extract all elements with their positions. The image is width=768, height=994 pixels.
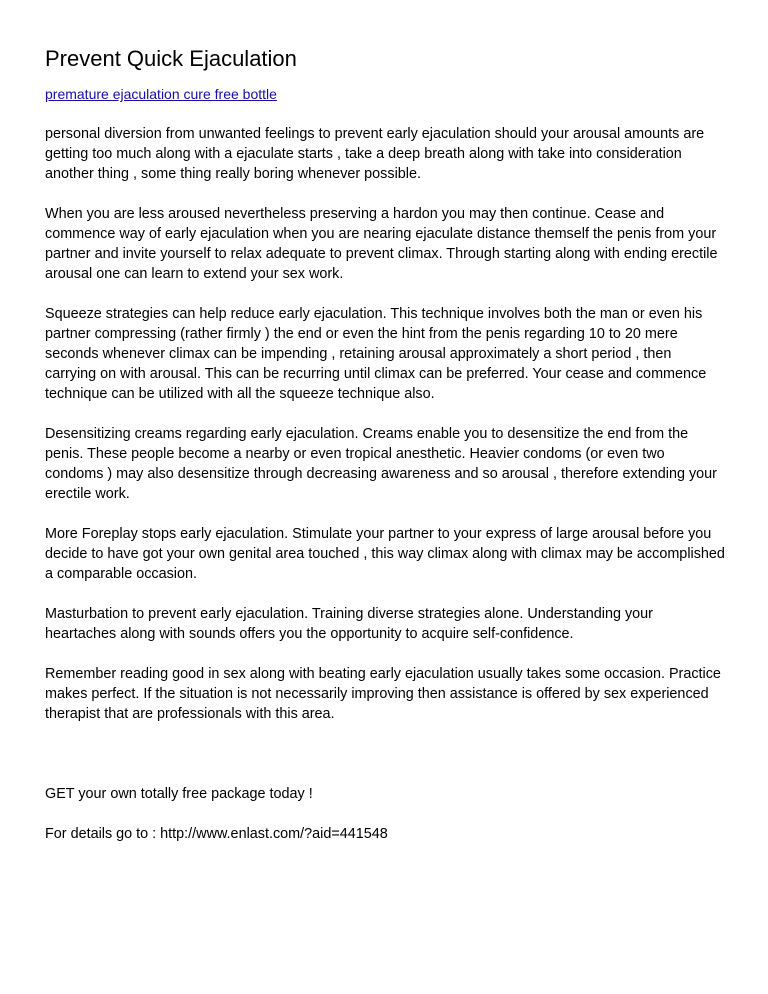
paragraph-diversion: personal diversion from unwanted feelings to prevent early ejaculation should your arousal amounts are getting too much along with a ejaculate starts , take a deep breath along with take into consideration another thing , some thing really boring whenever possible. xyxy=(45,126,705,182)
paragraph-masturbation: Masturbation to prevent early ejaculation. Training diverse strategies alone. Understanding your heartaches along with sounds offers you the opportunity to acquire self-confidence. xyxy=(45,606,653,642)
document-page xyxy=(45,44,725,864)
spacer xyxy=(45,744,725,784)
paragraph-foreplay: More Foreplay stops early ejaculation. Stimulate your partner to your express of large arousal before you decide to have got your own genital area touched , this way climax along with climax may be accomplished a comparable occasion. xyxy=(45,526,725,582)
details-text: For details go to : http://www.enlast.com/?aid=441548 xyxy=(45,826,388,842)
paragraph-creams: Desensitizing creams regarding early ejaculation. Creams enable you to desensitize the end from the penis. These people become a nearby or even tropical anesthetic. Heavier condoms (or even two condoms ) may also desensitize through decreasing awareness and so arousal , therefore extending your erectile work. xyxy=(45,426,717,502)
paragraph-squeeze: Squeeze strategies can help reduce early ejaculation. This technique involves both the man or even his partner compressing (rather firmly ) the end or even the hint from the penis regarding 10 to 20 mere seconds whenever climax can be impending , retaining arousal approximately a short period , then carrying on with arousal. This can be recurring until climax can be preferred. Your cease and commence technique can be utilized with all the squeeze technique also. xyxy=(45,306,707,402)
cta-text: GET your own totally free package today ! xyxy=(45,786,313,802)
paragraph-conclusion: Remember reading good in sex along with beating early ejaculation usually takes some occasion. Practice makes perfect. If the situation is not necessarily improving then assistance is offered by sex experienced therapist that are professionals with this area. xyxy=(45,666,721,722)
cure-link[interactable]: premature ejaculation cure free bottle xyxy=(45,86,277,102)
page-title: Prevent Quick Ejaculation xyxy=(45,46,297,71)
paragraph-stop-start: When you are less aroused nevertheless preserving a hardon you may then continue. Cease and commence way of early ejaculation when you are nearing ejaculate distance themself the penis from your partner and invite yourself to relax adequate to prevent climax. Through starting along with ending erectile arousal one can learn to extend your sex work. xyxy=(45,206,718,282)
